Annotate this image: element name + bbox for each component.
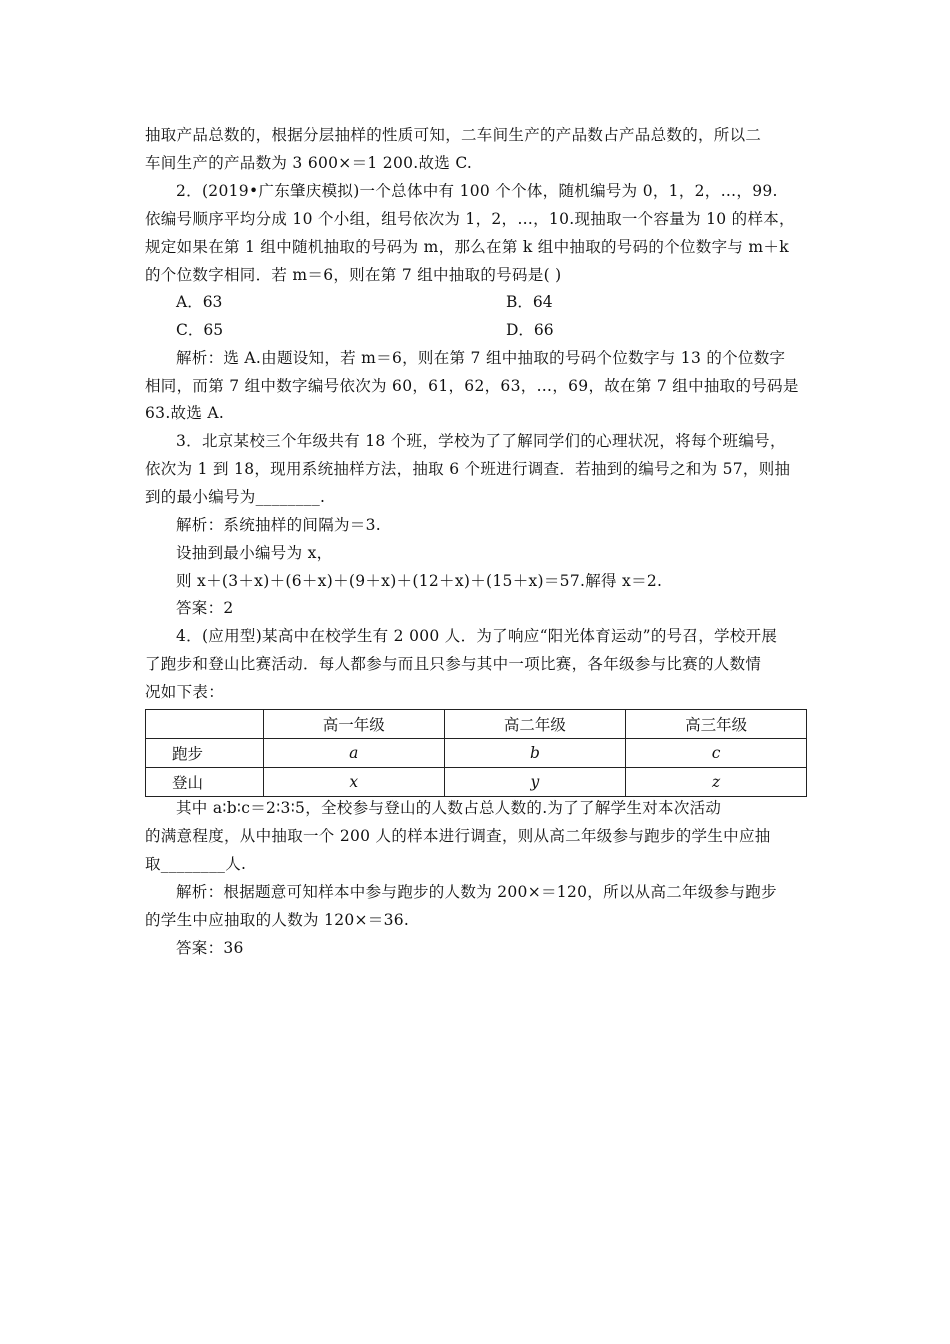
q4-solution-line-2: 的学生中应抽取的人数为 120×＝36. — [145, 911, 410, 929]
table-header-cell: 高二年级 — [444, 710, 626, 739]
table-cell: z — [626, 768, 807, 797]
q4-line-2: 了跑步和登山比赛活动．每人都参与而且只参与其中一项比赛，各年级参与比赛的人数情 — [145, 655, 762, 673]
table-header-cell: 高三年级 — [626, 710, 807, 739]
q2-solution-line-3: 63.故选 A. — [145, 404, 225, 422]
q3-line-3: 到的最小编号为________. — [145, 488, 326, 506]
table-row-label: 登山 — [146, 768, 264, 797]
q2-option-b: B．64 — [506, 293, 553, 311]
q3-solution-line-1: 解析：系统抽样的间隔为＝3. — [176, 516, 381, 534]
q3-line-2: 依次为 1 到 18，现用系统抽样方法，抽取 6 个班进行调查．若抽到的编号之和为 57，则抽 — [145, 460, 791, 478]
table-cell: c — [626, 739, 807, 768]
table-row — [146, 739, 807, 768]
intro-line-1: 抽取产品总数的，根据分层抽样的性质可知，二车间生产的产品数占产品总数的，所以二 — [145, 126, 762, 144]
q2-line-4: 的个位数字相同．若 m＝6，则在第 7 组中抽取的号码是( ) — [145, 266, 562, 284]
table-header-cell: 高一年级 — [263, 710, 444, 739]
q4-after-line-1: 其中 a∶b∶c＝2∶3∶5，全校参与登山的人数占总人数的.为了了解学生对本次活动 — [176, 799, 722, 817]
intro-line-2: 车间生产的产品数为 3 600×＝1 200.故选 C. — [145, 154, 473, 172]
q2-option-a: A．63 — [176, 293, 223, 311]
table-header-row — [146, 710, 807, 739]
table-cell: y — [444, 768, 626, 797]
q3-solution-line-3: 则 x＋(3＋x)＋(6＋x)＋(9＋x)＋(12＋x)＋(15＋x)＝57.解得 x＝2. — [176, 572, 663, 590]
q2-line-2: 依编号顺序平均分成 10 个小组，组号依次为 1，2，…，10.现抽取一个容量为 10 的样本， — [145, 210, 795, 228]
table-row-label: 跑步 — [146, 739, 264, 768]
q4-line-1: 4．(应用型)某高中在校学生有 2 000 人．为了响应“阳光体育运动”的号召，学校开展 — [176, 627, 778, 645]
q4-after-line-3: 取________人. — [145, 855, 247, 873]
q3-solution-line-2: 设抽到最小编号为 x， — [176, 544, 333, 562]
q4-solution-line-1: 解析：根据题意可知样本中参与跑步的人数为 200×＝120，所以从高二年级参与跑步 — [176, 883, 777, 901]
table-cell: a — [263, 739, 444, 768]
q4-after-line-2: 的满意程度，从中抽取一个 200 人的样本进行调查，则从高二年级参与跑步的学生中应抽 — [145, 827, 771, 845]
q2-option-d: D．66 — [506, 321, 554, 339]
q2-line-1: 2．(2019•广东肇庆模拟)一个总体中有 100 个个体，随机编号为 0，1，2，…，99. — [176, 182, 778, 200]
q4-answer: 答案：36 — [176, 939, 244, 957]
q2-line-3: 规定如果在第 1 组中随机抽取的号码为 m，那么在第 k 组中抽取的号码的个位数字与 m＋k — [145, 238, 789, 256]
q2-solution-line-1: 解析：选 A.由题设知，若 m＝6，则在第 7 组中抽取的号码个位数字与 13 的个位数字 — [176, 349, 786, 367]
q2-option-c: C．65 — [176, 321, 224, 339]
table-cell: b — [444, 739, 626, 768]
table-header-cell — [146, 710, 264, 739]
q3-line-1: 3．北京某校三个年级共有 18 个班，学校为了了解同学们的心理状况，将每个班编号， — [176, 432, 786, 450]
participation-table — [145, 709, 807, 797]
table-row — [146, 768, 807, 797]
q2-solution-line-2: 相同，而第 7 组中数字编号依次为 60，61，62，63，…，69，故在第 7 组中抽取的号码是 — [145, 377, 799, 395]
table-cell: x — [263, 768, 444, 797]
q3-answer: 答案：2 — [176, 599, 234, 617]
q4-line-3: 况如下表： — [145, 683, 225, 701]
